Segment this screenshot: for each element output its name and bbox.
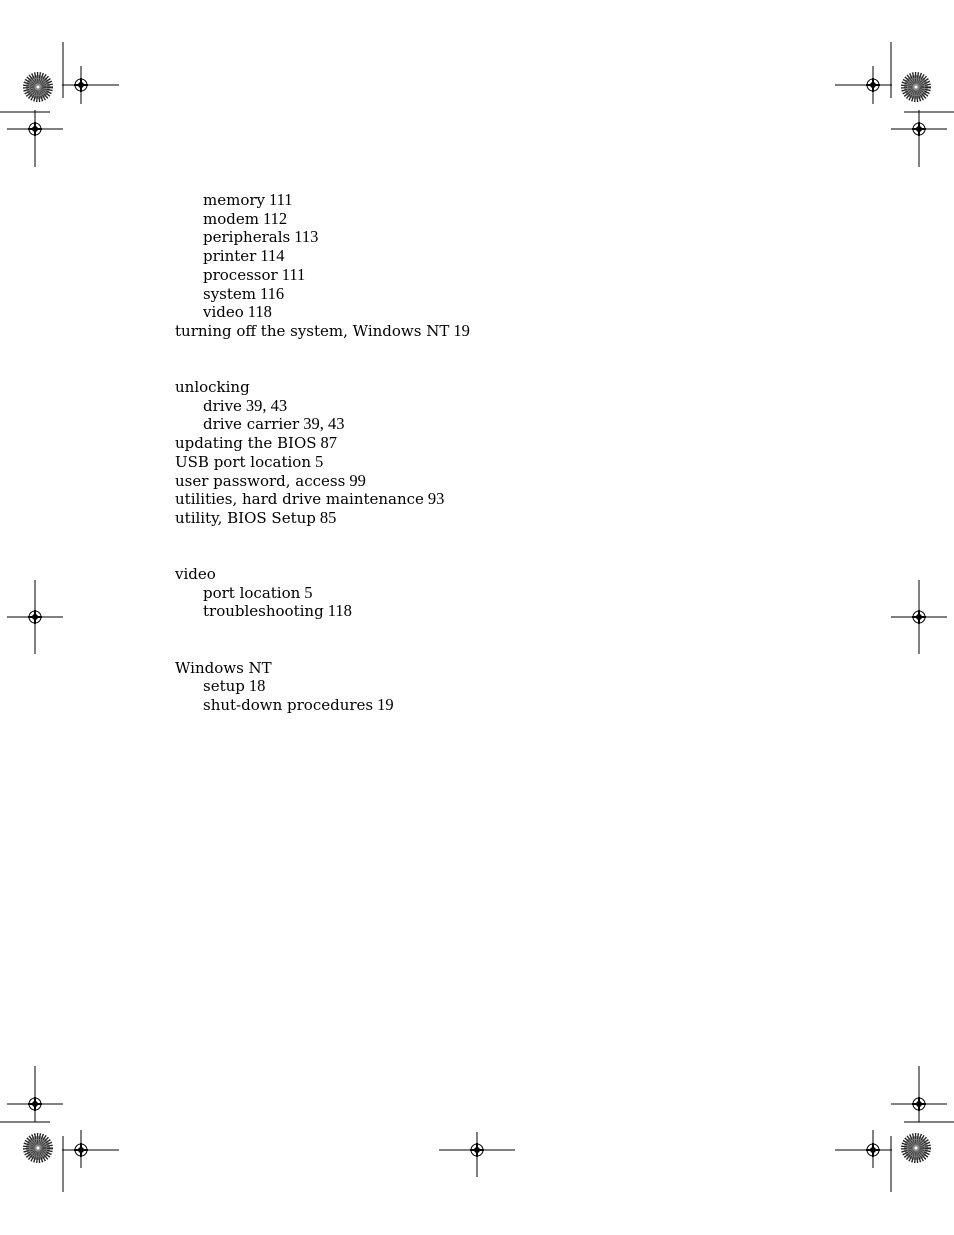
color-star-target-icon (26, 75, 50, 99)
page-ref[interactable]: 19 (377, 694, 394, 714)
index-subentry: processor 111 (203, 264, 306, 284)
page-ref[interactable]: 118 (247, 302, 272, 322)
page-ref[interactable]: 113 (294, 227, 319, 247)
index-list (175, 191, 875, 715)
page-ref[interactable]: 93 (427, 489, 445, 509)
index-entry: USB port location 5 (175, 451, 324, 471)
page-ref[interactable]: 19 (453, 320, 470, 340)
page-ref[interactable]: 111 (269, 190, 293, 209)
section-gap (175, 528, 875, 565)
color-star-target-icon (26, 1136, 50, 1160)
registration-target-icon (470, 1143, 484, 1157)
page-ref[interactable]: 116 (260, 283, 285, 303)
page-ref[interactable]: 39, 43 (245, 395, 288, 415)
section-gap (175, 621, 875, 658)
registration-target-icon (866, 78, 880, 92)
color-star-target-icon (904, 1136, 928, 1160)
index-subentry: modem 112 (203, 208, 288, 228)
registration-target-icon (28, 1097, 42, 1111)
index-subentry: shut-down procedures 19 (203, 694, 394, 714)
page-ref[interactable]: 5 (315, 451, 324, 471)
crop-mark-top-left (0, 42, 119, 167)
crop-mark-bottom-right (835, 1066, 954, 1192)
index-entry: Windows NT (175, 658, 272, 677)
index-subentry: peripherals 113 (203, 227, 319, 247)
color-star-target-icon (904, 75, 928, 99)
page-ref[interactable]: 118 (327, 601, 352, 621)
page-ref[interactable]: 85 (319, 507, 337, 527)
index-subentry: setup 18 (203, 676, 266, 696)
index-entry: video (175, 565, 216, 584)
index-subentry: system 116 (203, 283, 285, 303)
registration-target-icon (74, 1143, 88, 1157)
page-ref[interactable]: 114 (260, 246, 285, 266)
page-ref[interactable]: 87 (320, 433, 338, 453)
index-entry: utility, BIOS Setup 85 (175, 507, 337, 527)
crop-mark-top-right (835, 42, 954, 167)
index-subentry: troubleshooting 118 (203, 601, 352, 621)
page-ref[interactable]: 39, 43 (303, 414, 345, 434)
page-ref[interactable]: 5 (304, 582, 313, 602)
index-subentry: video 118 (203, 302, 272, 322)
index-entry: unlocking (175, 378, 250, 397)
index-entry: utilities, hard drive maintenance 93 (175, 489, 445, 509)
section-gap (175, 341, 875, 378)
registration-target-icon (28, 122, 42, 136)
page-ref[interactable]: 99 (349, 470, 366, 490)
index-entry: updating the BIOS 87 (175, 433, 338, 453)
page-ref[interactable]: 111 (281, 264, 306, 284)
registration-target-icon (912, 610, 926, 624)
registration-target-icon (866, 1143, 880, 1157)
registration-target-icon (912, 1097, 926, 1111)
index-subentry: drive carrier 39, 43 (203, 414, 345, 434)
page-ref[interactable]: 18 (248, 676, 266, 696)
crop-mark-bottom-left (0, 1066, 119, 1192)
index-subentry: port location 5 (203, 582, 313, 602)
index-subentry: printer 114 (203, 246, 285, 266)
registration-target-icon (912, 122, 926, 136)
page-ref[interactable]: 112 (262, 208, 288, 228)
registration-target-icon (74, 78, 88, 92)
index-subentry: memory 111 (203, 190, 293, 209)
index-subentry: drive 39, 43 (203, 395, 288, 415)
index-entry: user password, access 99 (175, 470, 366, 490)
index-entry: turning off the system, Windows NT 19 (175, 320, 470, 340)
registration-target-icon (28, 610, 42, 624)
